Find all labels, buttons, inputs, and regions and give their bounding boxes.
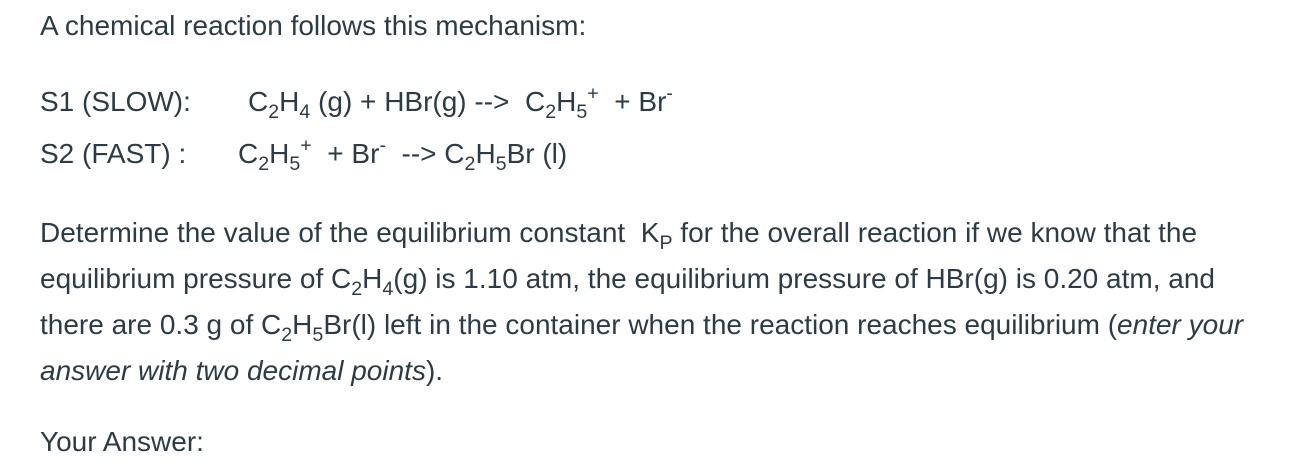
mechanism-step-2 xyxy=(40,134,567,174)
intro-text: A chemical reaction follows this mechanism: xyxy=(40,10,587,41)
step-1-equation: $C_2H_4$ (g) + HBr(g) --> $C_2H_5^+ + Br^-$ xyxy=(248,82,673,123)
question-text: Determine the value of the equilibrium constant $K_P$ for the overall reaction if we know that the equilibrium pressure of $C_2H_4(g)$ is 1.10 atm, the equilibrium pressure of HBr(g) is 0.20 atm, and there are 0.3 g of $C_2H_5Br(l)$ left in the container when the reaction reaches equilibrium (enter your answer with two decimal points). xyxy=(40,217,1244,386)
step-2-label: S2 (FAST) : xyxy=(40,138,187,169)
mechanism-step-1 xyxy=(40,82,673,122)
step-1-label: S1 (SLOW): xyxy=(40,86,191,117)
step-2-equation: $C_2H_5^+ + Br^-$ --> $C_2H_5Br$ (l) xyxy=(238,134,568,175)
answer-label: Your Answer: xyxy=(40,426,204,457)
